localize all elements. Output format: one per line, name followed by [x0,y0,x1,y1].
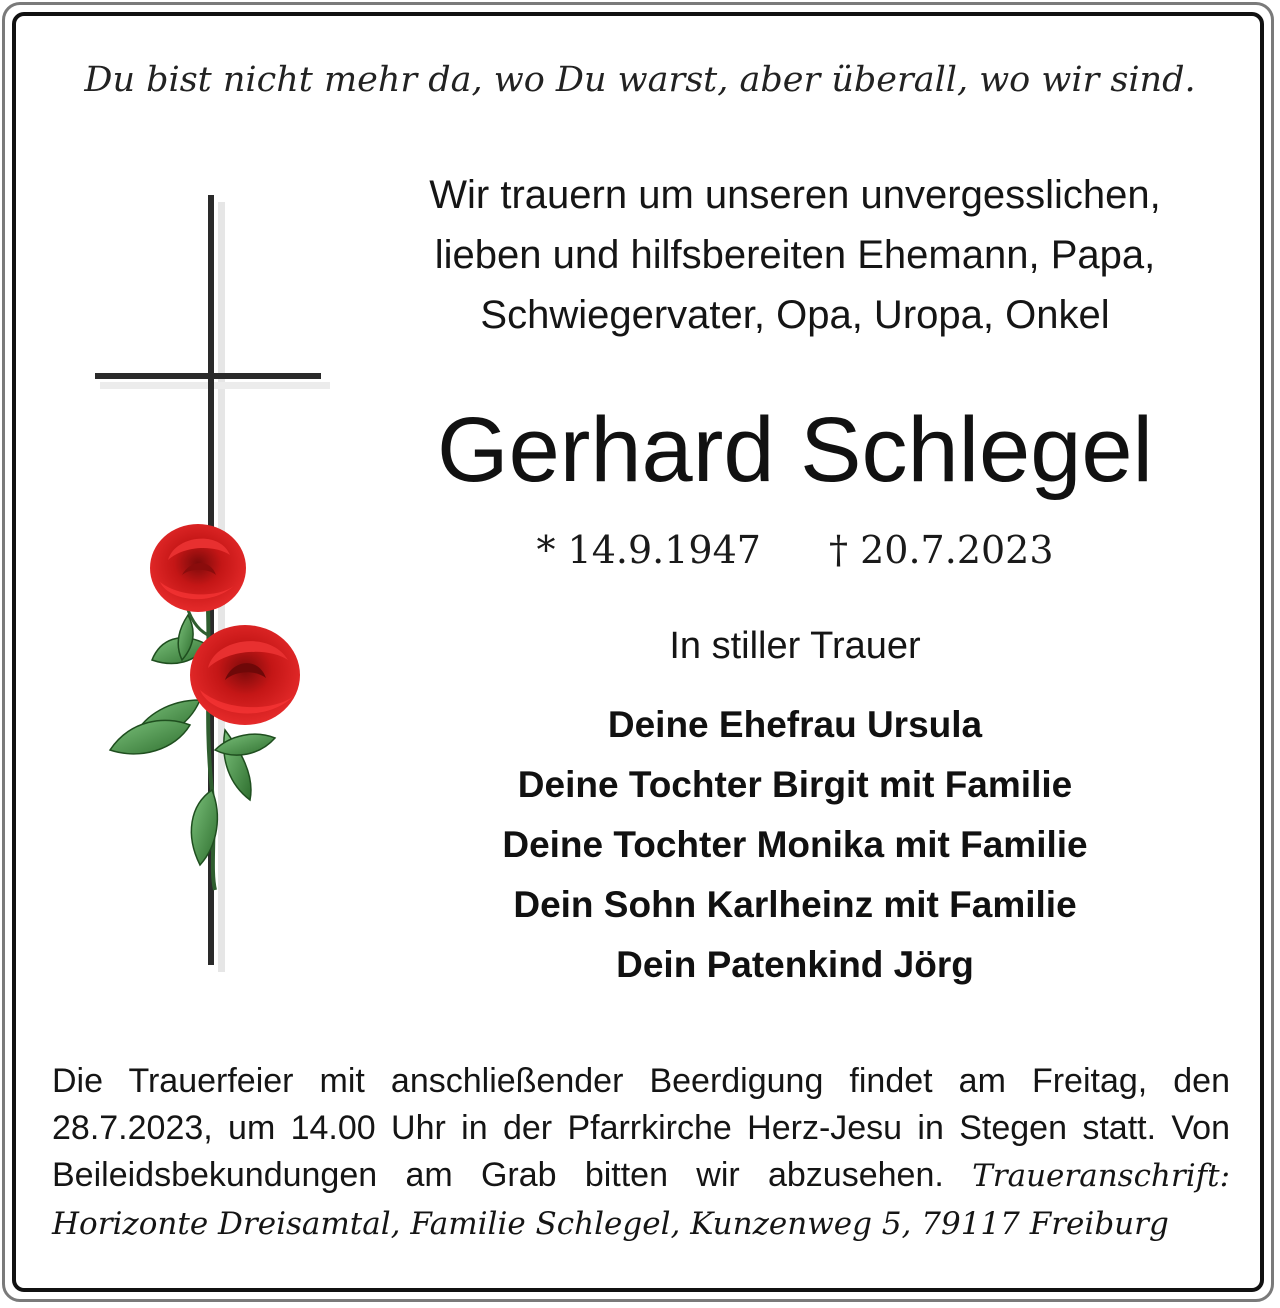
deceased-name: Gerhard Schlegel [437,399,1153,501]
cross-with-roses-icon [90,190,330,980]
mourning-label: In stiller Trauer [669,625,921,667]
rose-upper [150,524,246,612]
family-member: Deine Tochter Monika mit Familie [502,824,1088,865]
intro-line: Schwiegervater, Opa, Uropa, Onkel [480,293,1110,337]
intro-line: Wir trauern um unseren unvergesslichen, [429,173,1161,217]
cross-horizontal [95,373,321,379]
family-member: Deine Ehefrau Ursula [607,704,983,745]
life-dates [360,528,1230,572]
motto: Du bist nicht mehr da, wo Du warst, aber überall, wo wir sind. [84,60,1196,100]
rose-lower [190,625,300,725]
family-member: Dein Patenkind Jörg [616,944,974,985]
service-details [52,1058,1230,1248]
intro-line: lieben und hilfsbereiten Ehemann, Papa, [434,233,1156,277]
mourning-address: Traueranschrift: Horizonte Dreisamtal, Familie Schlegel, Kunzenweg 5, 79117 Freiburg [52,1158,1231,1242]
birth-date: * 14.9.1947 [536,528,761,572]
service-text: Die Trauerfeier mit anschließender Beerdigung findet am Freitag, den 28.7.2023, um 14.00 Uhr in der Pfarrkirche Herz-Jesu in Stegen statt. Von Beileidsbekundungen am Grab bitten wir abzusehen. [52,1062,1230,1194]
intro-text [360,165,1230,345]
family-list [360,695,1230,995]
death-date: † 20.7.2023 [829,528,1054,572]
family-member: Dein Sohn Karlheinz mit Familie [513,884,1077,925]
family-member: Deine Tochter Birgit mit Familie [517,764,1073,805]
